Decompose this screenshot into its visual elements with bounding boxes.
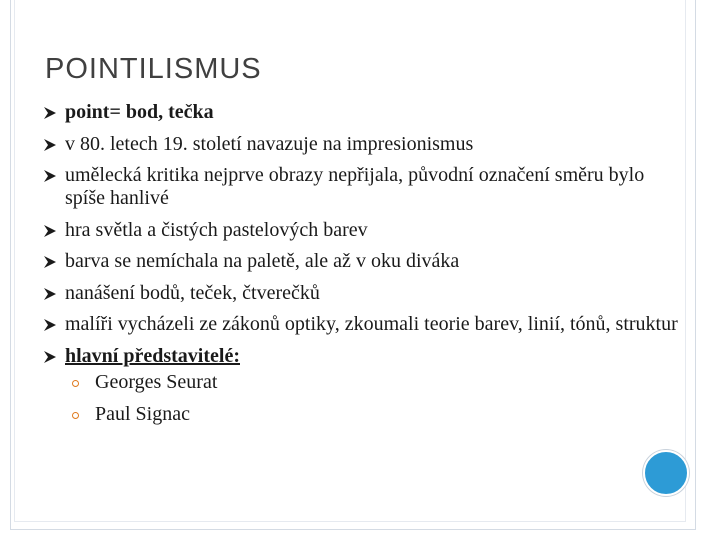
bullet-item [43,345,683,426]
slide-title: POINTILISMUS [45,53,262,85]
sub-bullet-list [65,371,683,426]
bullet-item [43,282,683,305]
arrow-bullet-icon [43,287,57,301]
bullet-item [43,133,683,156]
decorative-circle [643,450,689,496]
bullet-list [43,101,683,435]
bullet-text: barva se nemíchala na paletě, ale až v oku diváka [65,250,460,272]
bullet-item [43,250,683,273]
bullet-text: v 80. letech 19. století navazuje na impresionismus [65,132,474,155]
arrow-bullet-icon [43,169,57,183]
bullet-item [43,101,683,124]
arrow-bullet-icon [43,255,57,269]
circle-bullet-icon [72,412,79,419]
bullet-item [43,164,683,210]
bullet-item [43,313,683,336]
sub-bullet-text: Georges Seurat [95,370,218,393]
arrow-bullet-icon [43,138,57,152]
arrow-bullet-icon [43,350,57,364]
bullet-text: point= bod, tečka [65,101,214,123]
sub-bullet-item [65,371,683,394]
bullet-text: hlavní představitelé: [65,344,240,367]
bullet-item [43,219,683,242]
bullet-text: nanášení bodů, teček, čtverečků [65,281,320,304]
arrow-bullet-icon [43,106,57,120]
bullet-text: malíři vycházeli ze zákonů optiky, zkoumali teorie barev, linií, tónů, struktur [65,313,678,335]
bullet-text: hra světla a čistých pastelových barev [65,218,368,241]
circle-bullet-icon [72,380,79,387]
sub-bullet-text: Paul Signac [95,402,190,425]
arrow-bullet-icon [43,318,57,332]
arrow-bullet-icon [43,224,57,238]
sub-bullet-item [65,403,683,426]
bullet-text: umělecká kritika nejprve obrazy nepřijala, původní označení směru bylo spíše hanlivé [65,164,645,209]
